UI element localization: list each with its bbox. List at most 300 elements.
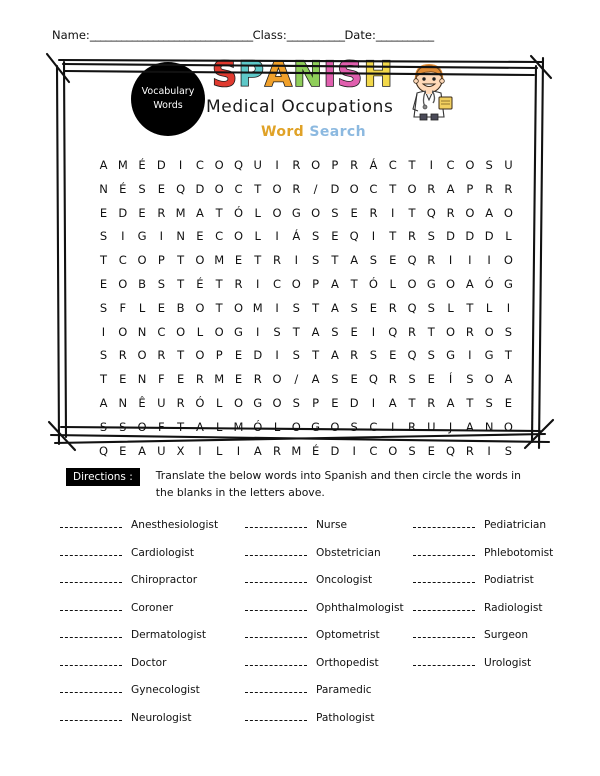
answer-blank[interactable] [245, 628, 307, 638]
grid-cell[interactable]: L [254, 229, 261, 244]
answer-blank[interactable] [413, 656, 475, 666]
grid-cell[interactable]: Ó [233, 205, 243, 220]
grid-cell[interactable]: O [388, 443, 398, 458]
grid-cell[interactable]: O [484, 372, 494, 387]
grid-cell[interactable]: M [291, 443, 302, 458]
grid-cell[interactable]: R [234, 276, 243, 291]
grid-cell[interactable]: T [466, 300, 474, 315]
grid-cell[interactable]: O [484, 324, 494, 339]
grid-cell[interactable]: S [331, 205, 339, 220]
grid-cell[interactable]: I [275, 158, 279, 172]
grid-cell[interactable]: E [350, 372, 358, 387]
grid-cell[interactable]: U [504, 158, 513, 172]
grid-cell[interactable]: O [137, 419, 147, 434]
grid-cell[interactable]: I [121, 229, 125, 244]
grid-cell[interactable]: A [253, 443, 262, 458]
grid-cell[interactable]: S [331, 324, 339, 339]
grid-cell[interactable]: D [118, 205, 128, 220]
answer-blank[interactable] [245, 546, 307, 556]
grid-cell[interactable]: G [234, 324, 243, 339]
grid-cell[interactable]: T [292, 324, 300, 339]
grid-cell[interactable]: E [331, 229, 339, 244]
grid-cell[interactable]: M [252, 300, 263, 315]
grid-cell[interactable]: N [176, 229, 185, 244]
grid-cell[interactable]: T [215, 276, 223, 291]
grid-cell[interactable]: S [99, 229, 108, 244]
grid-cell[interactable]: R [408, 229, 416, 244]
grid-cell[interactable]: T [254, 181, 262, 196]
grid-cell[interactable]: A [485, 205, 494, 220]
grid-cell[interactable]: O [503, 205, 513, 220]
grid-cell[interactable]: L [505, 229, 512, 244]
grid-cell[interactable]: I [275, 229, 279, 244]
grid-cell[interactable]: T [408, 205, 416, 220]
grid-cell[interactable]: A [465, 276, 474, 291]
word-search-grid[interactable] [96, 158, 516, 467]
grid-cell[interactable]: Ó [253, 419, 263, 434]
grid-cell[interactable]: E [389, 348, 397, 363]
grid-cell[interactable]: Q [407, 300, 417, 315]
grid-cell[interactable]: S [466, 372, 474, 387]
grid-cell[interactable]: R [408, 324, 416, 339]
grid-cell[interactable]: O [214, 158, 224, 172]
grid-cell[interactable]: D [330, 181, 340, 196]
grid-cell[interactable]: S [119, 419, 127, 434]
grid-cell[interactable]: O [137, 348, 147, 363]
grid-cell[interactable]: T [254, 253, 262, 268]
answer-blank[interactable] [413, 573, 475, 583]
grid-cell[interactable]: I [487, 443, 491, 458]
grid-cell[interactable]: Í [448, 372, 453, 387]
grid-cell[interactable]: S [504, 443, 513, 458]
grid-cell[interactable]: S [292, 348, 300, 363]
grid-cell[interactable]: T [466, 395, 474, 410]
grid-cell[interactable]: R [292, 158, 301, 172]
grid-cell[interactable]: Á [292, 229, 301, 244]
grid-cell[interactable]: I [294, 253, 299, 268]
grid-cell[interactable]: F [158, 372, 165, 387]
answer-blank[interactable] [60, 628, 122, 638]
answer-blank[interactable] [245, 656, 307, 666]
grid-cell[interactable]: T [312, 348, 320, 363]
grid-cell[interactable]: E [504, 395, 513, 410]
grid-cell[interactable]: E [99, 276, 108, 291]
grid-cell[interactable]: N [118, 395, 128, 410]
grid-cell[interactable]: E [350, 324, 358, 339]
grid-cell[interactable]: S [485, 158, 493, 172]
answer-blank[interactable] [60, 711, 122, 721]
answer-blank[interactable] [245, 518, 307, 528]
grid-cell[interactable]: I [275, 348, 279, 363]
grid-cell[interactable]: Q [407, 348, 417, 363]
grid-cell[interactable]: Q [446, 443, 456, 458]
answer-blank[interactable] [245, 711, 307, 721]
grid-cell[interactable]: O [311, 158, 321, 172]
grid-cell[interactable]: E [369, 300, 378, 315]
grid-cell[interactable]: F [158, 419, 165, 434]
grid-cell[interactable]: T [177, 419, 185, 434]
grid-cell[interactable]: O [118, 324, 128, 339]
grid-cell[interactable]: É [119, 181, 127, 196]
grid-cell[interactable]: L [254, 205, 261, 220]
grid-cell[interactable]: O [214, 324, 224, 339]
grid-cell[interactable]: R [253, 372, 262, 387]
grid-cell[interactable]: C [234, 181, 243, 196]
grid-cell[interactable]: S [99, 348, 108, 363]
grid-cell[interactable]: S [408, 443, 416, 458]
grid-cell[interactable]: L [215, 395, 223, 410]
grid-cell[interactable]: A [99, 395, 108, 410]
grid-cell[interactable]: E [157, 300, 165, 315]
grid-cell[interactable]: S [311, 229, 320, 244]
grid-cell[interactable]: T [350, 276, 358, 291]
grid-cell[interactable]: M [233, 419, 244, 434]
grid-cell[interactable]: A [195, 419, 204, 434]
grid-cell[interactable]: P [157, 253, 165, 268]
grid-cell[interactable]: R [427, 253, 436, 268]
grid-cell[interactable]: S [408, 372, 416, 387]
grid-cell[interactable]: O [330, 419, 340, 434]
grid-cell[interactable]: S [427, 300, 435, 315]
grid-cell[interactable]: I [178, 158, 183, 172]
grid-cell[interactable]: E [99, 205, 108, 220]
grid-cell[interactable]: I [236, 443, 241, 458]
grid-cell[interactable]: O [195, 300, 205, 315]
grid-cell[interactable]: I [352, 443, 356, 458]
grid-cell[interactable]: A [311, 372, 320, 387]
grid-cell[interactable]: R [195, 372, 204, 387]
grid-cell[interactable]: É [138, 158, 146, 172]
grid-cell[interactable]: S [157, 276, 165, 291]
grid-cell[interactable]: D [349, 395, 359, 410]
grid-cell[interactable]: R [292, 181, 301, 196]
grid-cell[interactable]: G [291, 205, 301, 220]
grid-cell[interactable]: A [330, 276, 339, 291]
grid-cell[interactable]: O [465, 205, 475, 220]
grid-cell[interactable]: C [215, 229, 224, 244]
grid-cell[interactable]: G [503, 276, 513, 291]
grid-cell[interactable]: A [388, 395, 397, 410]
grid-cell[interactable]: S [99, 419, 108, 434]
grid-cell[interactable]: Ó [484, 276, 494, 291]
grid-cell[interactable]: L [389, 276, 396, 291]
grid-cell[interactable]: S [273, 324, 281, 339]
grid-cell[interactable]: T [408, 158, 416, 172]
grid-cell[interactable]: / [313, 181, 318, 196]
grid-cell[interactable]: E [234, 348, 243, 363]
grid-cell[interactable]: I [371, 395, 376, 410]
grid-cell[interactable]: Q [233, 158, 243, 172]
grid-cell[interactable]: R [427, 395, 436, 410]
grid-cell[interactable]: A [311, 324, 320, 339]
grid-cell[interactable]: O [407, 276, 417, 291]
grid-cell[interactable]: R [465, 324, 474, 339]
grid-cell[interactable]: O [503, 419, 513, 434]
grid-cell[interactable]: T [331, 253, 339, 268]
grid-cell[interactable]: Ê [138, 395, 146, 410]
grid-cell[interactable]: D [195, 181, 205, 196]
grid-cell[interactable]: D [446, 229, 455, 244]
grid-cell[interactable]: L [196, 324, 204, 339]
grid-cell[interactable]: E [427, 372, 435, 387]
grid-cell[interactable]: C [369, 419, 378, 434]
grid-cell[interactable]: F [119, 300, 127, 315]
grid-cell[interactable]: E [157, 181, 165, 196]
grid-cell[interactable]: I [429, 158, 433, 172]
grid-cell[interactable]: O [176, 324, 186, 339]
grid-cell[interactable]: T [99, 372, 108, 387]
grid-cell[interactable]: T [177, 276, 185, 291]
grid-cell[interactable]: X [176, 443, 185, 458]
grid-cell[interactable]: I [198, 443, 202, 458]
grid-cell[interactable]: I [487, 253, 491, 268]
class-blank[interactable]: ___________ [286, 28, 345, 42]
grid-cell[interactable]: Q [388, 324, 398, 339]
grid-cell[interactable]: I [101, 324, 106, 339]
grid-cell[interactable]: I [391, 205, 395, 220]
grid-cell[interactable]: G [253, 395, 263, 410]
grid-cell[interactable]: L [485, 300, 493, 315]
grid-cell[interactable]: N [137, 372, 147, 387]
answer-blank[interactable] [413, 628, 475, 638]
grid-cell[interactable]: A [330, 348, 339, 363]
grid-cell[interactable]: C [446, 158, 455, 172]
grid-cell[interactable]: O [272, 395, 282, 410]
grid-cell[interactable]: D [253, 348, 263, 363]
grid-cell[interactable]: I [506, 300, 511, 315]
answer-blank[interactable] [60, 656, 122, 666]
grid-cell[interactable]: L [138, 300, 146, 315]
grid-cell[interactable]: E [196, 229, 204, 244]
grid-cell[interactable]: S [138, 181, 146, 196]
grid-cell[interactable]: O [349, 181, 359, 196]
grid-cell[interactable]: Q [349, 229, 359, 244]
grid-cell[interactable]: Á [369, 158, 378, 172]
grid-cell[interactable]: R [176, 395, 185, 410]
grid-cell[interactable]: S [99, 300, 108, 315]
grid-cell[interactable]: O [272, 181, 282, 196]
grid-cell[interactable]: R [427, 181, 436, 196]
grid-cell[interactable]: G [426, 276, 436, 291]
grid-cell[interactable]: S [504, 324, 513, 339]
grid-cell[interactable]: S [292, 395, 300, 410]
grid-cell[interactable]: É [196, 276, 204, 291]
grid-cell[interactable]: A [138, 443, 146, 458]
grid-cell[interactable]: S [369, 253, 378, 268]
grid-cell[interactable]: O [233, 300, 243, 315]
grid-cell[interactable]: U [157, 443, 166, 458]
grid-cell[interactable]: T [504, 348, 512, 363]
grid-cell[interactable]: R [350, 158, 359, 172]
grid-cell[interactable]: Q [368, 372, 378, 387]
grid-cell[interactable]: I [468, 253, 472, 268]
grid-cell[interactable]: O [195, 348, 205, 363]
grid-cell[interactable]: R [446, 205, 455, 220]
grid-cell[interactable]: E [234, 372, 243, 387]
grid-cell[interactable]: N [137, 324, 147, 339]
grid-cell[interactable]: G [137, 229, 147, 244]
grid-cell[interactable]: T [427, 324, 435, 339]
grid-cell[interactable]: N [484, 419, 494, 434]
grid-cell[interactable]: U [157, 395, 166, 410]
answer-blank[interactable] [245, 683, 307, 693]
grid-cell[interactable]: T [215, 300, 223, 315]
grid-cell[interactable]: I [371, 324, 376, 339]
grid-cell[interactable]: A [446, 395, 455, 410]
grid-cell[interactable]: Ó [195, 395, 205, 410]
grid-cell[interactable]: R [408, 419, 416, 434]
grid-cell[interactable]: S [369, 348, 378, 363]
grid-cell[interactable]: A [465, 419, 474, 434]
grid-cell[interactable]: S [350, 419, 358, 434]
grid-cell[interactable]: I [275, 300, 279, 315]
grid-cell[interactable]: S [427, 229, 435, 244]
grid-cell[interactable]: R [369, 205, 378, 220]
answer-blank[interactable] [60, 573, 122, 583]
grid-cell[interactable]: B [138, 276, 146, 291]
grid-cell[interactable]: T [177, 348, 185, 363]
grid-cell[interactable]: N [99, 181, 108, 196]
name-blank[interactable]: _______________________________ [89, 28, 253, 42]
grid-cell[interactable]: I [448, 253, 453, 268]
grid-cell[interactable]: L [215, 419, 223, 434]
grid-cell[interactable]: O [311, 205, 321, 220]
grid-cell[interactable]: D [156, 158, 166, 172]
grid-cell[interactable]: A [99, 158, 108, 172]
grid-cell[interactable]: S [350, 300, 358, 315]
grid-cell[interactable]: U [427, 419, 436, 434]
grid-cell[interactable]: P [215, 348, 223, 363]
grid-cell[interactable]: Q [407, 253, 417, 268]
grid-cell[interactable]: D [465, 229, 475, 244]
grid-cell[interactable]: I [391, 419, 395, 434]
grid-cell[interactable]: C [369, 181, 378, 196]
grid-cell[interactable]: C [369, 443, 378, 458]
grid-cell[interactable]: A [195, 205, 204, 220]
grid-cell[interactable]: P [312, 276, 320, 291]
answer-blank[interactable] [60, 546, 122, 556]
grid-cell[interactable]: M [175, 205, 186, 220]
grid-cell[interactable]: R [157, 348, 166, 363]
grid-cell[interactable]: C [388, 158, 397, 172]
grid-cell[interactable]: T [389, 229, 397, 244]
grid-cell[interactable]: T [312, 300, 320, 315]
grid-cell[interactable]: T [408, 395, 416, 410]
answer-blank[interactable] [245, 573, 307, 583]
grid-cell[interactable]: O [465, 158, 475, 172]
grid-cell[interactable]: E [389, 253, 397, 268]
grid-cell[interactable]: B [176, 300, 185, 315]
grid-cell[interactable]: E [234, 253, 243, 268]
grid-cell[interactable]: S [427, 348, 435, 363]
grid-cell[interactable]: M [214, 253, 225, 268]
grid-cell[interactable]: S [331, 372, 339, 387]
grid-cell[interactable]: R [388, 372, 397, 387]
grid-cell[interactable]: R [350, 348, 359, 363]
grid-cell[interactable]: E [176, 372, 185, 387]
grid-cell[interactable]: L [447, 300, 454, 315]
grid-cell[interactable]: D [330, 443, 340, 458]
grid-cell[interactable]: O [272, 205, 282, 220]
grid-cell[interactable]: R [273, 253, 282, 268]
grid-cell[interactable]: Ó [368, 276, 378, 291]
grid-cell[interactable]: O [446, 276, 456, 291]
grid-cell[interactable]: D [484, 229, 494, 244]
grid-cell[interactable]: R [504, 181, 513, 196]
grid-cell[interactable]: E [427, 443, 435, 458]
grid-cell[interactable]: O [503, 253, 513, 268]
answer-blank[interactable] [60, 518, 122, 528]
grid-cell[interactable]: J [448, 419, 453, 434]
grid-cell[interactable]: A [446, 181, 455, 196]
grid-cell[interactable]: M [117, 158, 128, 172]
grid-cell[interactable]: S [485, 395, 493, 410]
grid-cell[interactable]: A [504, 372, 513, 387]
grid-cell[interactable]: I [159, 229, 164, 244]
grid-cell[interactable]: O [272, 372, 282, 387]
grid-cell[interactable]: C [195, 158, 204, 172]
grid-cell[interactable]: Q [98, 443, 109, 458]
date-blank[interactable]: ___________ [375, 28, 434, 42]
grid-cell[interactable]: / [294, 372, 299, 387]
grid-cell[interactable]: R [118, 348, 127, 363]
grid-cell[interactable]: O [195, 253, 205, 268]
grid-cell[interactable]: P [312, 395, 320, 410]
grid-cell[interactable]: R [388, 300, 397, 315]
grid-cell[interactable]: O [233, 395, 243, 410]
grid-cell[interactable]: T [99, 253, 108, 268]
grid-cell[interactable]: É [311, 443, 320, 458]
grid-cell[interactable]: I [371, 229, 376, 244]
answer-blank[interactable] [413, 601, 475, 611]
grid-cell[interactable]: M [214, 372, 225, 387]
grid-cell[interactable]: E [350, 205, 358, 220]
answer-blank[interactable] [413, 546, 475, 556]
grid-cell[interactable]: A [330, 300, 339, 315]
grid-cell[interactable]: P [466, 181, 474, 196]
grid-cell[interactable]: T [215, 205, 223, 220]
grid-cell[interactable]: O [446, 324, 456, 339]
grid-cell[interactable]: O [291, 419, 301, 434]
grid-cell[interactable]: T [177, 253, 185, 268]
grid-cell[interactable]: G [484, 348, 494, 363]
grid-cell[interactable]: C [118, 253, 127, 268]
grid-cell[interactable]: I [468, 348, 472, 363]
grid-cell[interactable]: R [485, 181, 494, 196]
grid-cell[interactable]: A [350, 253, 359, 268]
grid-cell[interactable]: O [291, 276, 301, 291]
answer-blank[interactable] [413, 518, 475, 528]
grid-cell[interactable]: G [311, 419, 321, 434]
grid-cell[interactable]: P [331, 158, 339, 172]
answer-blank[interactable] [245, 601, 307, 611]
grid-cell[interactable]: O [214, 181, 224, 196]
grid-cell[interactable]: G [446, 348, 456, 363]
grid-cell[interactable]: I [256, 276, 260, 291]
grid-cell[interactable]: L [273, 419, 281, 434]
grid-cell[interactable]: R [465, 443, 474, 458]
grid-cell[interactable]: S [292, 300, 300, 315]
grid-cell[interactable]: U [253, 158, 262, 172]
answer-blank[interactable] [60, 601, 122, 611]
grid-cell[interactable]: E [331, 395, 339, 410]
grid-cell[interactable]: S [311, 253, 320, 268]
grid-cell[interactable]: I [256, 324, 260, 339]
grid-cell[interactable]: O [137, 253, 147, 268]
answer-blank[interactable] [60, 683, 122, 693]
grid-cell[interactable]: E [138, 205, 146, 220]
grid-cell[interactable]: O [407, 181, 417, 196]
